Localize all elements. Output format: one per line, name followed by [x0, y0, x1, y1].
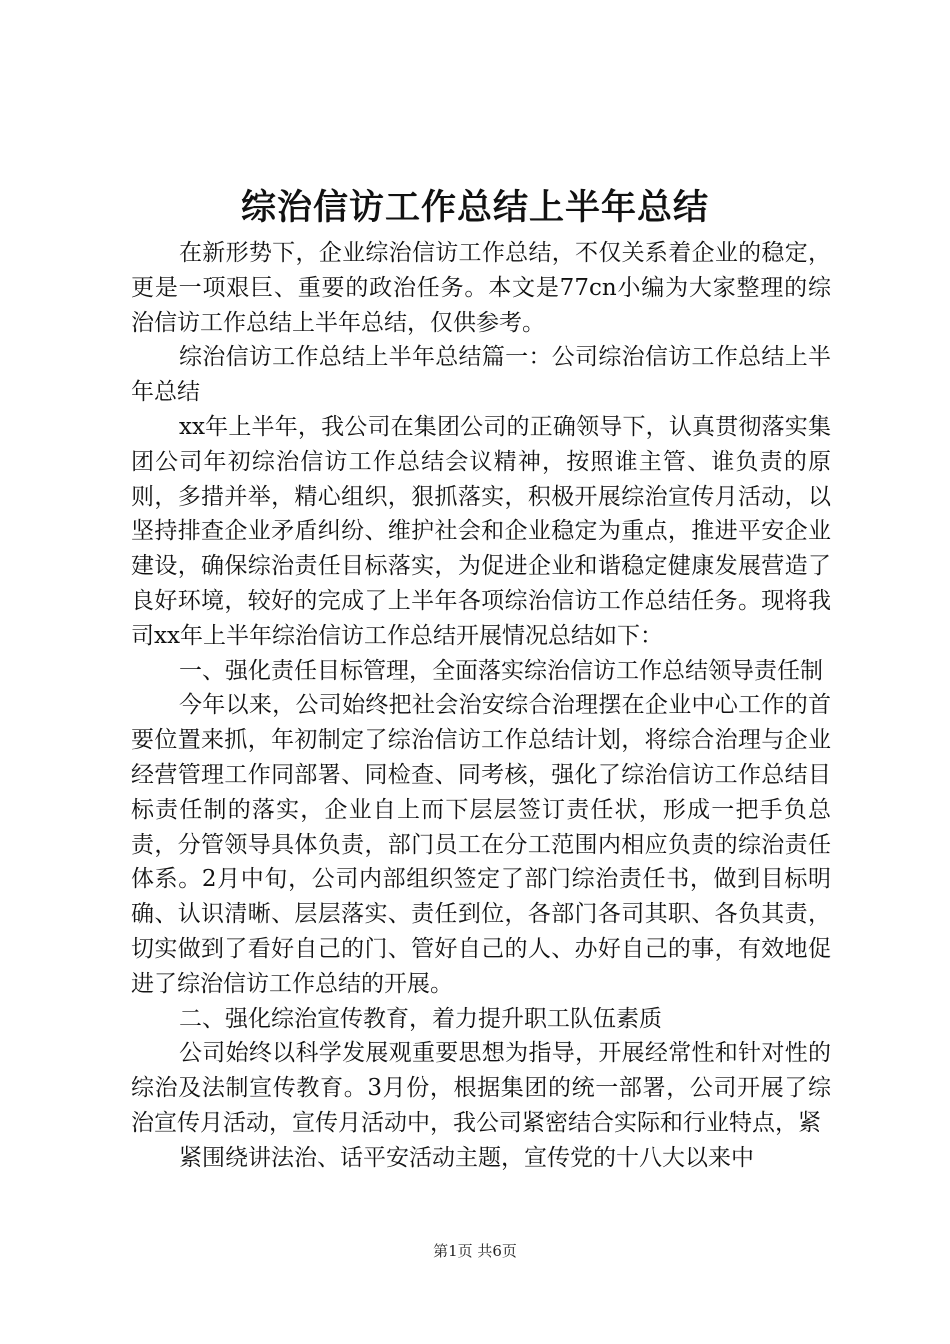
section-heading-2: 二、强化综治宣传教育，着力提升职工队伍素质 [179, 1005, 662, 1032]
page-footer: 第1页 共6页 [433, 1242, 517, 1260]
document-body [131, 236, 831, 1176]
paragraph-section-1: 今年以来，公司始终把社会治安综合治理摆在企业中心工作的首要位置来抓，年初制定了综治信访工作总结计划，将综合治理与企业经营管理工作同部署、同检查、同考核，强化了综治信访工作总结目标责任制的落实，企业自上而下层层签订责任状，形成一把手负总责，分管领导具体负责，部门员工在分工范围内相应负责的综治责任体系。2月中旬，公司内部组织签定了部门综治责任书，做到目标明确、认识清晰、层层落实、责任到位，各部门各司其职、各负其责，切实做到了看好自己的门、管好自己的人、办好自己的事，有效地促进了综治信访工作总结的开展。 [131, 692, 831, 997]
section-heading-1: 一、强化责任目标管理，全面落实综治信访工作总结领导责任制 [179, 657, 823, 684]
paragraph-section-2: 公司始终以科学发展观重要思想为指导，开展经常性和针对性的综治及法制宣传教育。3月份，根据集团的统一部署，公司开展了综治宣传月活动，宣传月活动中，我公司紧密结合实际和行业特点，紧 [131, 1040, 831, 1136]
paragraph-intro: 在新形势下，企业综治信访工作总结，不仅关系着企业的稳定，更是一项艰巨、重要的政治任务。本文是77cn小编为大家整理的综治信访工作总结上半年总结，仅供参考。 [131, 240, 831, 336]
paragraph-subtitle: 综治信访工作总结上半年总结篇一：公司综治信访工作总结上半年总结 [131, 344, 831, 406]
document-title: 综治信访工作总结上半年总结 [240, 187, 709, 228]
paragraph-overview: xx年上半年，我公司在集团公司的正确领导下，认真贯彻落实集团公司年初综治信访工作总结会议精神，按照谁主管、谁负责的原则，多措并举，精心组织，狠抓落实，积极开展综治宣传月活动，以坚持排查企业矛盾纠纷、维护社会和企业稳定为重点，推进平安企业建设，确保综治责任目标落实，为促进企业和谐稳定健康发展营造了良好环境，较好的完成了上半年各项综治信访工作总结任务。现将我司xx年上半年综治信访工作总结开展情况总结如下： [131, 413, 831, 649]
paragraph-continuation: 紧围绕讲法治、话平安活动主题，宣传党的十八大以来中 [179, 1144, 754, 1171]
